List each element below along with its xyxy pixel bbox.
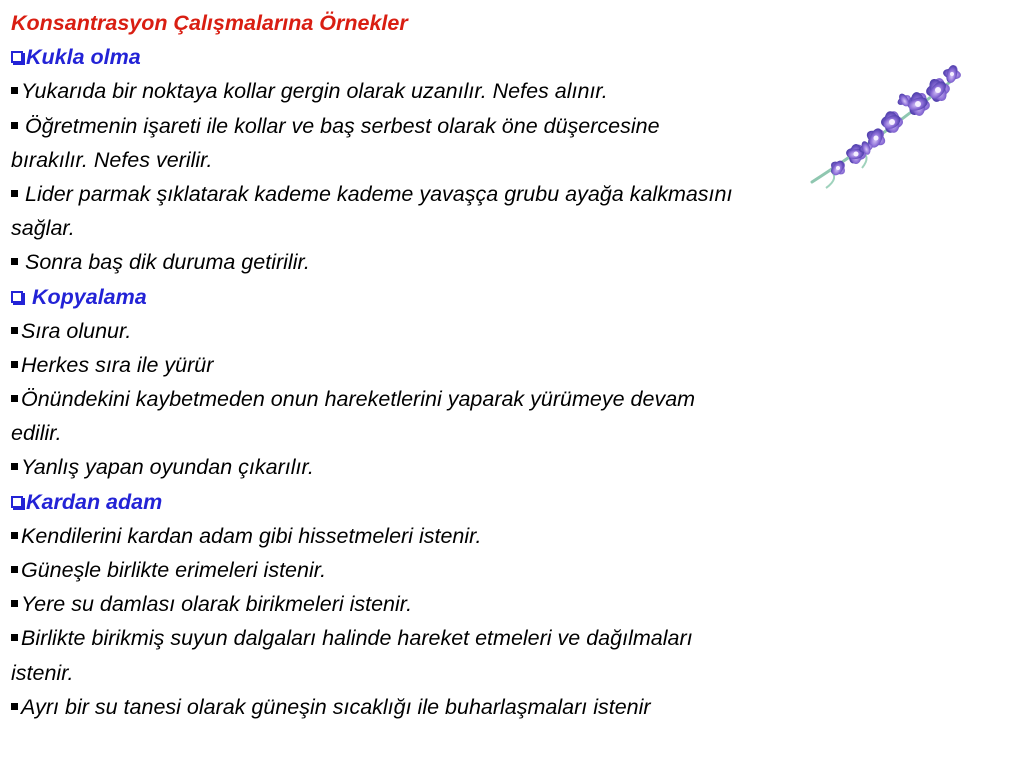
square-bullet-icon (11, 600, 18, 607)
list-item (11, 177, 911, 211)
list-item-text: Önündekini kaybetmeden onun hareketlerini yaparak yürümeye devam (21, 387, 696, 412)
section-heading (11, 40, 911, 74)
square-bullet-icon (11, 532, 18, 539)
list-item-continuation (11, 211, 911, 245)
list-item (11, 450, 911, 484)
slide-content (11, 6, 911, 724)
list-item-continuation (11, 656, 911, 690)
heading-text: Kardan adam (26, 489, 163, 514)
list-item-text: Yanlış yapan oyundan çıkarılır. (21, 455, 314, 480)
square-bullet-icon (11, 634, 18, 641)
heading-bullet-icon (11, 51, 23, 63)
heading-text: Kopyalama (32, 284, 147, 309)
heading-text: Kukla olma (26, 45, 141, 70)
list-item (11, 245, 911, 279)
list-item (11, 519, 911, 553)
lavender-flower-icon (800, 60, 970, 200)
heading-bullet-icon (11, 291, 23, 303)
list-item-continuation (11, 416, 911, 450)
square-bullet-icon (11, 395, 18, 402)
list-item-text: Ayrı bir su tanesi olarak güneşin sıcaklığı ile buharlaşmaları istenir (21, 694, 651, 719)
list-item-text: Kendilerini kardan adam gibi hissetmeleri istenir. (21, 523, 482, 548)
list-item-text: Lider parmak şıklatarak kademe kademe yavaşça grubu ayağa kalkmasını (25, 181, 733, 206)
list-item-text: Öğretmenin işareti ile kollar ve baş serbest olarak öne düşercesine (25, 113, 660, 138)
list-item (11, 314, 911, 348)
section-heading (11, 485, 911, 519)
square-bullet-icon (11, 327, 18, 334)
list-item (11, 74, 911, 108)
list-item-text: bırakılır. Nefes verilir. (11, 147, 213, 172)
list-item-text: Birlikte birikmiş suyun dalgaları halinde hareket etmeleri ve dağılmaları (21, 626, 693, 651)
list-item-text: Yukarıda bir noktaya kollar gergin olarak uzanılır. Nefes alınır. (21, 79, 608, 104)
list-item-continuation (11, 143, 911, 177)
square-bullet-icon (11, 463, 18, 470)
list-item (11, 382, 911, 416)
list-item-text: Sıra olunur. (21, 318, 132, 343)
heading-bullet-icon (11, 496, 23, 508)
list-item-text: Herkes sıra ile yürür (21, 352, 214, 377)
list-item (11, 109, 911, 143)
list-item (11, 553, 911, 587)
list-item-text: sağlar. (11, 216, 75, 241)
list-item-text: edilir. (11, 421, 62, 446)
section-heading (11, 280, 911, 314)
square-bullet-icon (11, 361, 18, 368)
square-bullet-icon (11, 122, 18, 129)
square-bullet-icon (11, 566, 18, 573)
list-item-text: Güneşle birlikte erimeleri istenir. (21, 558, 327, 582)
square-bullet-icon (11, 258, 18, 265)
square-bullet-icon (11, 87, 18, 94)
slide-title-line (11, 6, 911, 40)
square-bullet-icon (11, 190, 18, 197)
list-item (11, 690, 911, 724)
square-bullet-icon (11, 703, 18, 710)
list-item-text: Sonra baş dik duruma getirilir. (25, 250, 310, 275)
list-item (11, 621, 911, 655)
list-item (11, 348, 911, 382)
list-item-text: Yere su damlası olarak birikmeleri istenir. (21, 592, 413, 617)
slide-title: Konsantrasyon Çalışmalarına Örnekler (11, 11, 408, 35)
list-item-text: istenir. (11, 660, 74, 685)
list-item (11, 587, 911, 621)
